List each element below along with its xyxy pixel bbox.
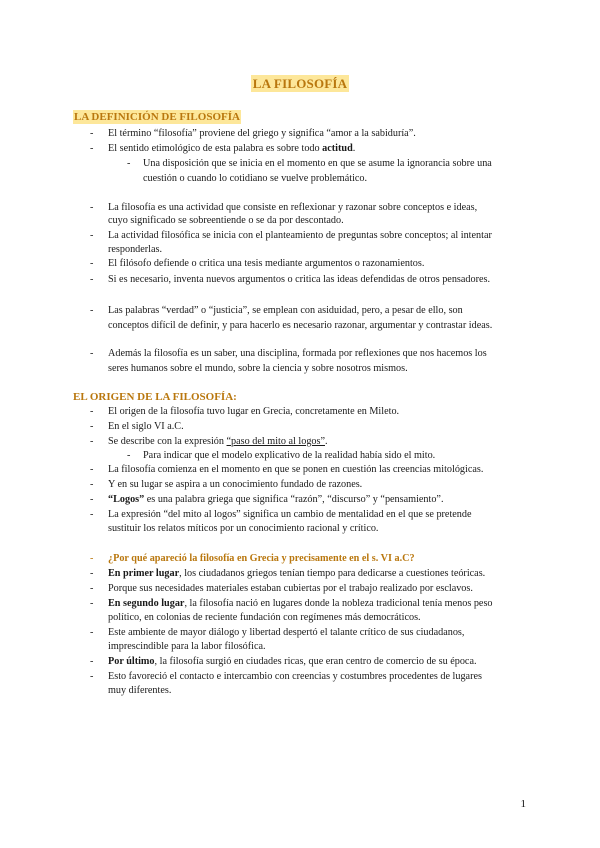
paragraph-line: En el siglo VI a.C. [108, 421, 184, 432]
paragraph-line: “Logos” es una palabra griega que significa “razón”, “discurso” y “pensamiento”. [108, 494, 444, 505]
paragraph-line: En primer lugar, los ciudadanos griegos tenían tiempo para dedicarse a cuestiones teóricas. [108, 568, 486, 579]
section-heading-origen: EL ORIGEN DE LA FILOSOFÍA: [73, 391, 237, 403]
question-heading: ¿Por qué apareció la filosofía en Grecia y precisamente en el s. VI a.C? [108, 553, 415, 564]
bullet-dash: - [90, 436, 94, 447]
bullet-dash: - [90, 202, 94, 213]
bullet-dash: - [90, 656, 94, 667]
paragraph-line: La actividad filosófica se inicia con el planteamiento de preguntas sobre conceptos; al intentar [108, 230, 492, 241]
paragraph-line: Porque sus necesidades materiales estaban cubiertas por el trabajo realizado por esclavos. [108, 583, 473, 594]
bullet-dash: - [90, 494, 94, 505]
paragraph-line: Una disposición que se inicia en el momento en que se asume la ignorancia sobre una [143, 158, 492, 169]
sub-bullet-dash: - [127, 158, 131, 169]
bullet-dash: - [90, 348, 94, 359]
question-dash: - [90, 553, 94, 564]
paragraph-line: El origen de la filosofía tuvo lugar en Grecia, concretamente en Mileto. [108, 406, 400, 417]
bullet-dash: - [90, 128, 94, 139]
paragraph-line: El filósofo defiende o critica una tesis mediante argumentos o razonamientos. [108, 258, 425, 269]
bullet-dash: - [90, 464, 94, 475]
paragraph-line: responderlas. [108, 244, 163, 255]
section-heading-definicion: LA DEFINICIÓN DE FILOSOFÍA [74, 111, 240, 123]
bullet-dash: - [90, 583, 94, 594]
bullet-dash: - [90, 568, 94, 579]
paragraph-line: La expresión “del mito al logos” significa un cambio de mentalidad en el que se pretende [108, 509, 472, 520]
bullet-dash: - [90, 258, 94, 269]
paragraph-line: Y en su lugar se aspira a un conocimiento fundado de razones. [108, 479, 363, 490]
bullet-dash: - [90, 598, 94, 609]
paragraph-line: Además la filosofía es un saber, una disciplina, formada por reflexiones que nos hacemos los [108, 348, 487, 359]
paragraph-line: conceptos difícil de definir, y para hacerlo es necesario razonar, argumentar y contrastar ideas. [108, 320, 493, 331]
paragraph-line: El sentido etimológico de esta palabra es sobre todo actitud. [108, 143, 356, 154]
paragraph-line: Esto favoreció el contacto e intercambio con creencias y costumbres procedentes de lugares [108, 671, 482, 682]
paragraph-line: Por último, la filosofía surgió en ciudades ricas, que eran centro de comercio de su época. [108, 656, 477, 667]
page-title: LA FILOSOFÍA [252, 76, 348, 91]
paragraph-line: Se describe con la expresión “paso del mito al logos”. [108, 436, 328, 447]
paragraph-line: cuestión o cuando lo cotidiano se vuelve problemático. [143, 173, 368, 184]
bullet-dash: - [90, 627, 94, 638]
paragraph-line: Para indicar que el modelo explicativo de la realidad había sido el mito. [143, 450, 436, 461]
bullet-dash: - [90, 305, 94, 316]
paragraph-line: cuyo significado se sobreentiende o se da por descontado. [108, 215, 344, 226]
paragraph-line: político, en colonias de reciente fundación con regímenes más democráticos. [108, 612, 421, 623]
paragraph-line: imprescindible para la labor filosófica. [108, 641, 266, 652]
bullet-dash: - [90, 479, 94, 490]
bullet-dash: - [90, 143, 94, 154]
bullet-dash: - [90, 509, 94, 520]
bullet-dash: - [90, 671, 94, 682]
paragraph-line: La filosofía comienza en el momento en que se ponen en cuestión las creencias mitológicas. [108, 464, 484, 475]
paragraph-line: La filosofía es una actividad que consiste en reflexionar y razonar sobre conceptos e ideas, [108, 202, 478, 213]
bullet-dash: - [90, 406, 94, 417]
paragraph-line: Este ambiente de mayor diálogo y libertad despertó el talante crítico de sus ciudadanos, [108, 627, 465, 638]
paragraph-line: muy diferentes. [108, 685, 172, 696]
page-number: 1 [520, 798, 526, 810]
paragraph-line: sustituir los relatos míticos por un conocimiento racional y crítico. [108, 523, 379, 534]
bullet-dash: - [90, 274, 94, 285]
paragraph-line: Las palabras “verdad” o “justicia”, se emplean con asiduidad, pero, a pesar de ello, son [108, 305, 463, 316]
paragraph-line: seres humanos sobre el mundo, sobre la ciencia y sobre nosotros mismos. [108, 363, 408, 374]
paragraph-line: En segundo lugar, la filosofía nació en lugares donde la nobleza tradicional tenía menos peso [108, 598, 493, 609]
paragraph-line: El término “filosofía” proviene del griego y significa “amor a la sabiduría”. [108, 128, 416, 139]
bullet-dash: - [90, 230, 94, 241]
paragraph-line: Si es necesario, inventa nuevos argumentos o critica las ideas defendidas de otros pensadores. [108, 274, 491, 285]
bullet-dash: - [90, 421, 94, 432]
sub-bullet-dash: - [127, 450, 131, 461]
